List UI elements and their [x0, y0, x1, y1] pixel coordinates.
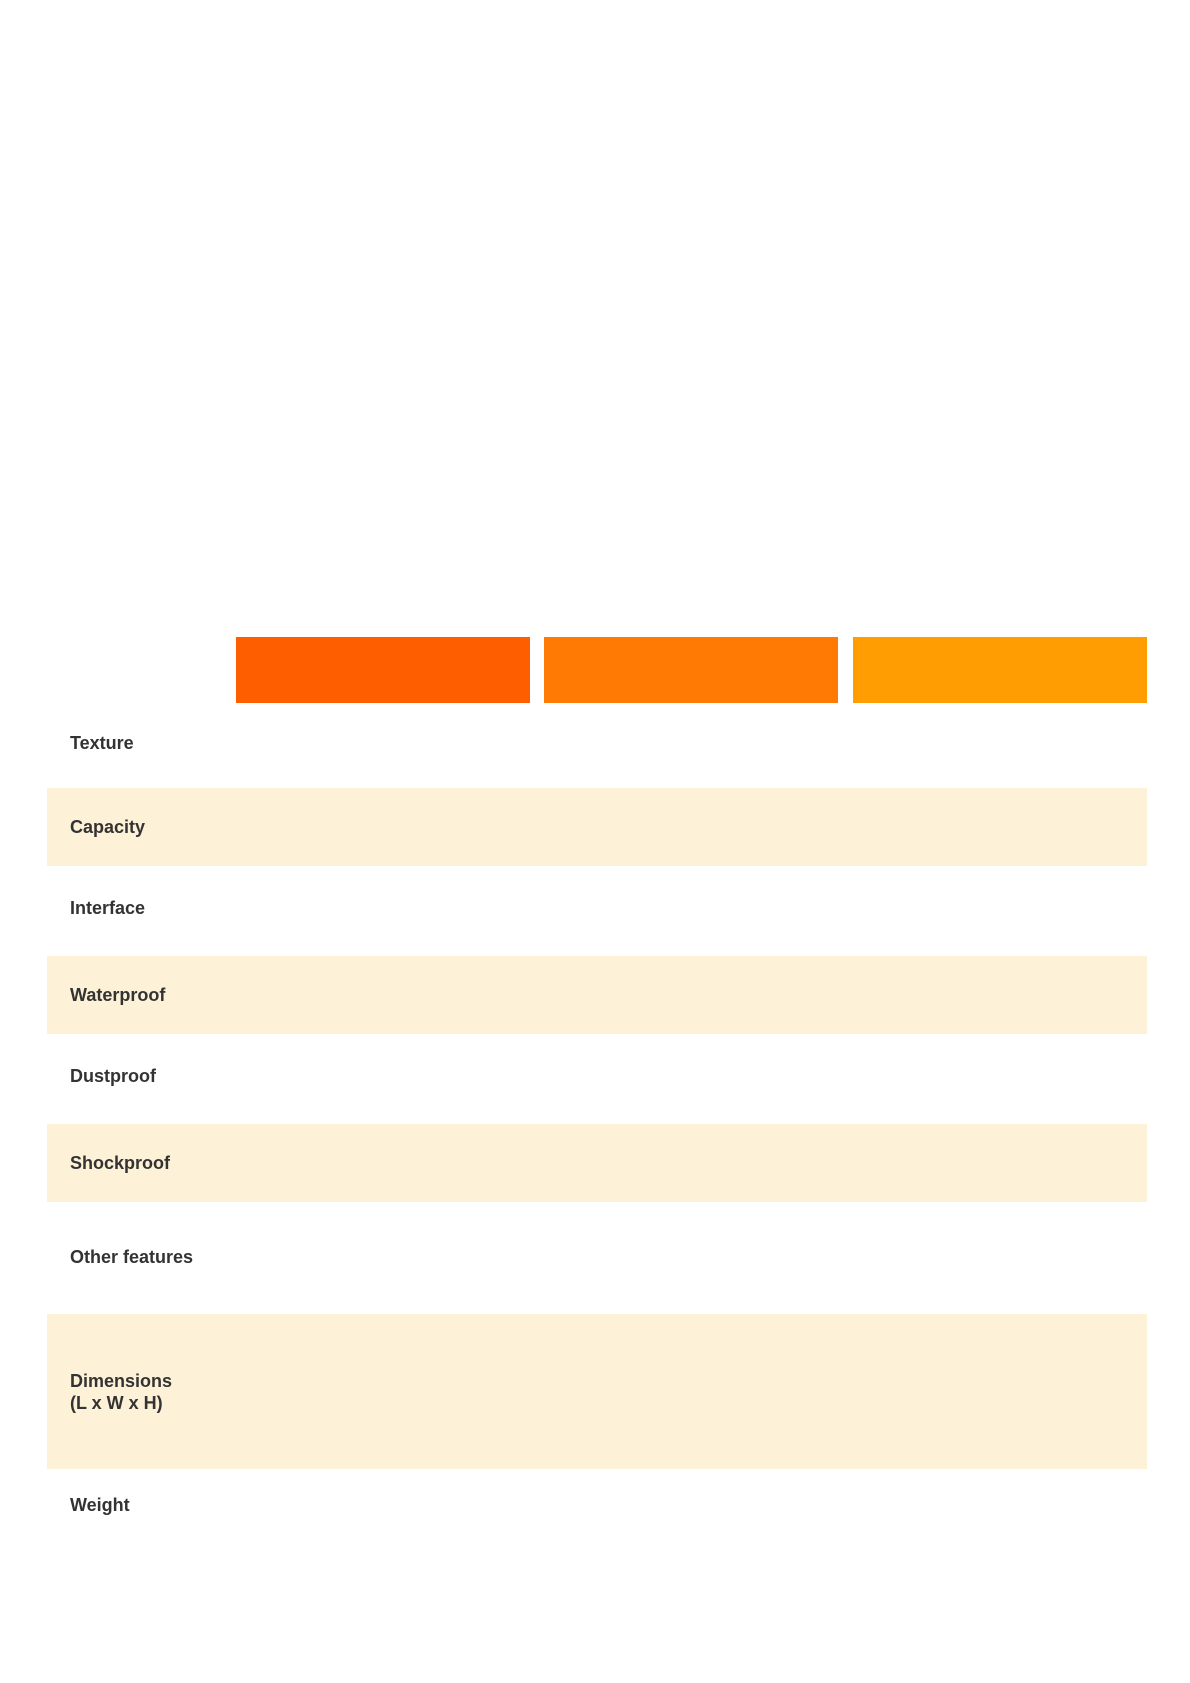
row-label-shockproof: Shockproof: [70, 1153, 171, 1173]
column-header-3: [853, 637, 1147, 703]
row-label-texture: Texture: [70, 733, 134, 753]
row-label-interface: Interface: [70, 898, 146, 918]
table-row-interface: [47, 868, 1147, 948]
row-label-dustproof: Dustproof: [70, 1066, 156, 1086]
table-row-shockproof: [47, 1124, 1147, 1202]
row-label-waterproof: Waterproof: [70, 985, 166, 1005]
column-header-1: [236, 637, 530, 703]
table-row-dustproof: [47, 1036, 1147, 1116]
table-row-dimensions: [47, 1314, 1147, 1469]
table-row-weight: [47, 1475, 1147, 1535]
table-row-texture: [47, 708, 1147, 778]
table-row-capacity: [47, 788, 1147, 866]
column-header-2: [544, 637, 838, 703]
table-row-other-features: [47, 1208, 1147, 1306]
row-label-weight: Weight: [70, 1495, 130, 1515]
row-label-other-features: Other features: [70, 1247, 194, 1267]
row-label-capacity: Capacity: [70, 817, 146, 837]
table-row-waterproof: [47, 956, 1147, 1034]
row-label-dimensions: Dimensions (L x W x H): [70, 1370, 173, 1413]
